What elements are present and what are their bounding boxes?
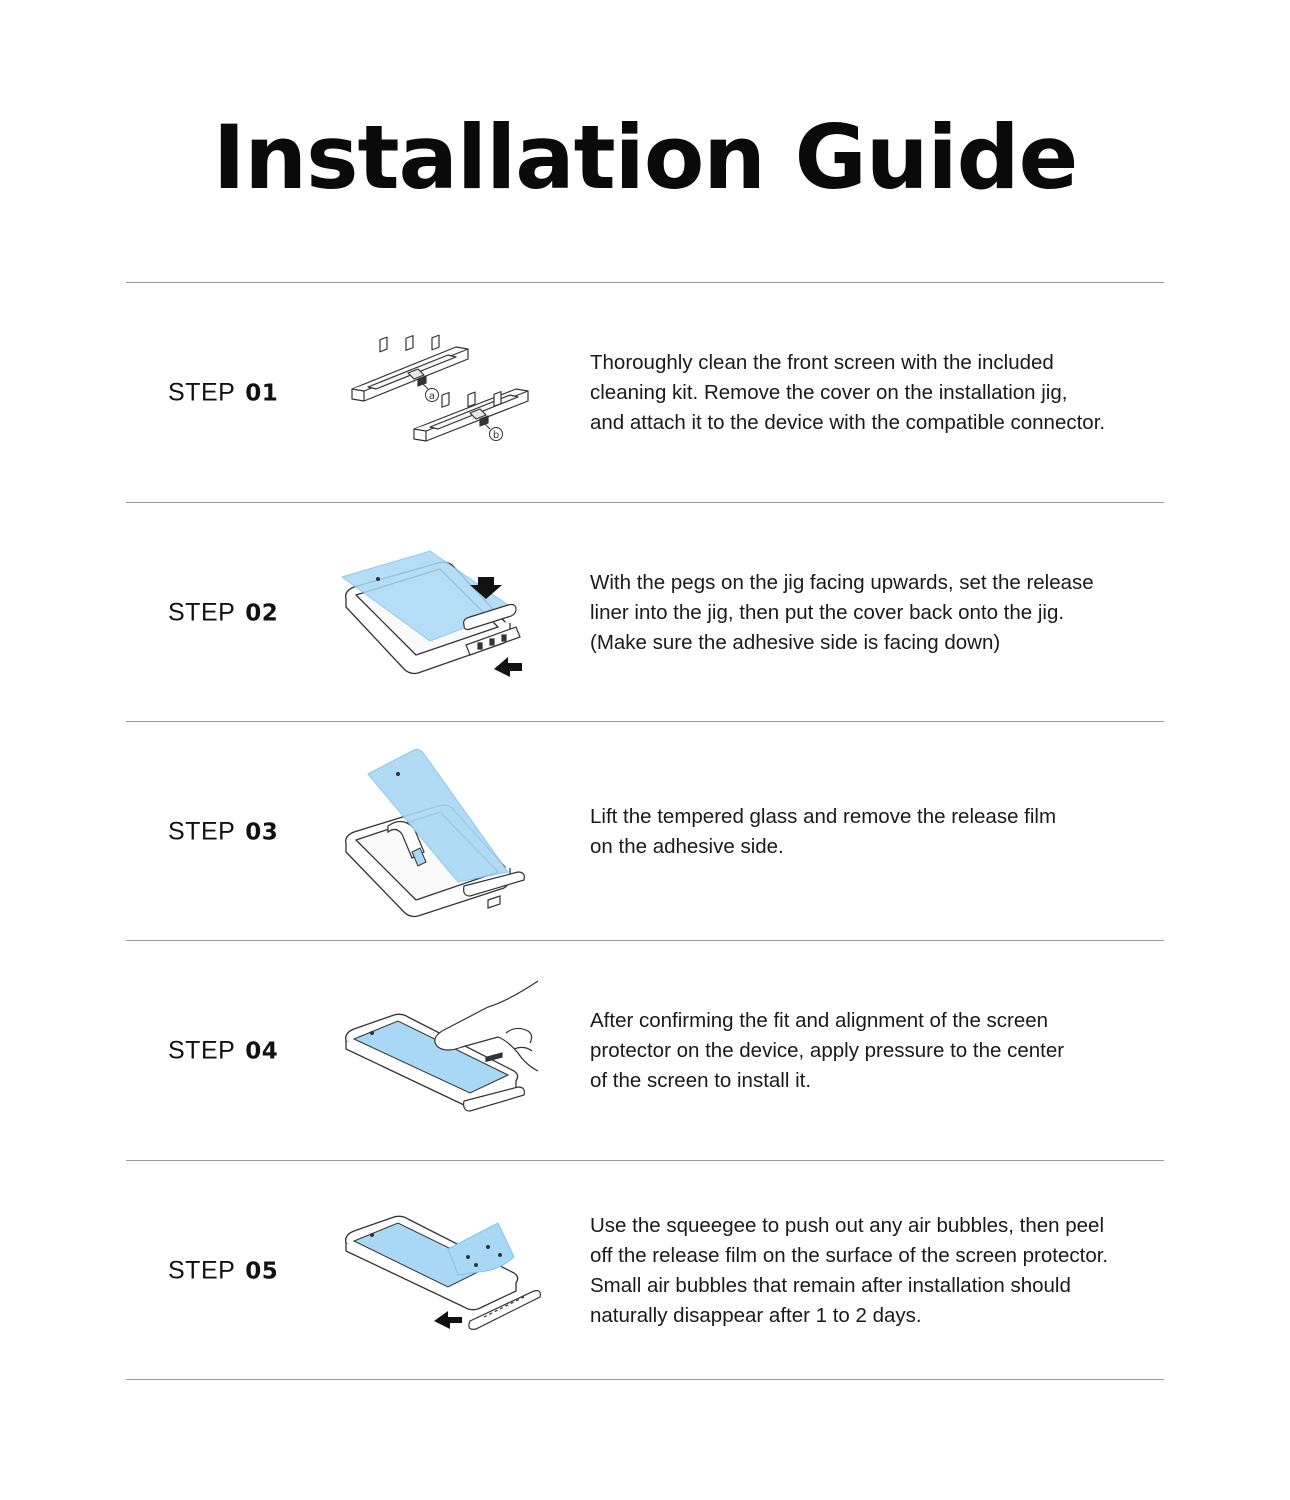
step-description — [590, 568, 1150, 658]
step-description — [590, 1006, 1150, 1096]
svg-text:a: a — [428, 391, 436, 402]
svg-text:b: b — [492, 430, 500, 441]
step-description — [590, 348, 1150, 438]
step-03 — [126, 722, 1164, 941]
description-line: protector on the device, apply pressure to the center — [590, 1038, 1065, 1062]
description-line: (Make sure the adhesive side is facing down) — [590, 630, 1001, 654]
description-line: and attach it to the device with the compatible connector. — [590, 410, 1106, 434]
release-liner-illustration — [338, 503, 546, 722]
description-line: off the release film on the surface of the screen protector. — [590, 1243, 1109, 1267]
step-word: STEP — [168, 378, 236, 406]
step-label — [168, 1036, 278, 1065]
divider — [126, 1379, 1164, 1380]
step-number: 05 — [245, 1258, 279, 1284]
step-word: STEP — [168, 817, 236, 845]
description-line: on the adhesive side. — [590, 834, 784, 858]
description-line: liner into the jig, then put the cover back onto the jig. — [590, 600, 1065, 624]
callout-b — [490, 428, 503, 442]
press-center-illustration — [338, 941, 546, 1160]
step-word: STEP — [168, 1256, 236, 1284]
callout-a — [426, 389, 439, 403]
step-label — [168, 598, 278, 627]
description-line: Small air bubbles that remain after installation should — [590, 1273, 1071, 1297]
peel-film-illustration — [338, 1161, 546, 1380]
step-number: 02 — [245, 600, 279, 626]
arrow-left-icon — [494, 657, 522, 677]
step-label — [168, 1256, 278, 1285]
description-line: cleaning kit. Remove the cover on the installation jig, — [590, 380, 1068, 404]
description-line: of the screen to install it. — [590, 1068, 812, 1092]
step-description — [590, 802, 1150, 862]
step-label — [168, 378, 278, 407]
description-line: After confirming the fit and alignment of the screen — [590, 1008, 1049, 1032]
step-number: 01 — [245, 380, 279, 406]
lift-glass-illustration — [338, 722, 546, 941]
step-number: 04 — [245, 1038, 279, 1064]
step-04 — [126, 941, 1164, 1160]
page-title: Installation Guide — [212, 106, 1078, 209]
arrow-left-icon — [434, 1311, 462, 1329]
step-label — [168, 817, 278, 846]
step-01 — [126, 283, 1164, 502]
step-word: STEP — [168, 1036, 236, 1064]
step-word: STEP — [168, 598, 236, 626]
step-description — [590, 1211, 1150, 1331]
step-05 — [126, 1161, 1164, 1380]
description-line: Thoroughly clean the front screen with the included — [590, 350, 1054, 374]
step-number: 03 — [245, 819, 279, 845]
installation-jig-illustration — [338, 283, 546, 502]
step-02 — [126, 503, 1164, 722]
description-line: With the pegs on the jig facing upwards, set the release — [590, 570, 1094, 594]
description-line: Lift the tempered glass and remove the release film — [590, 804, 1057, 828]
description-line: Use the squeegee to push out any air bubbles, then peel — [590, 1213, 1105, 1237]
description-line: naturally disappear after 1 to 2 days. — [590, 1303, 922, 1327]
